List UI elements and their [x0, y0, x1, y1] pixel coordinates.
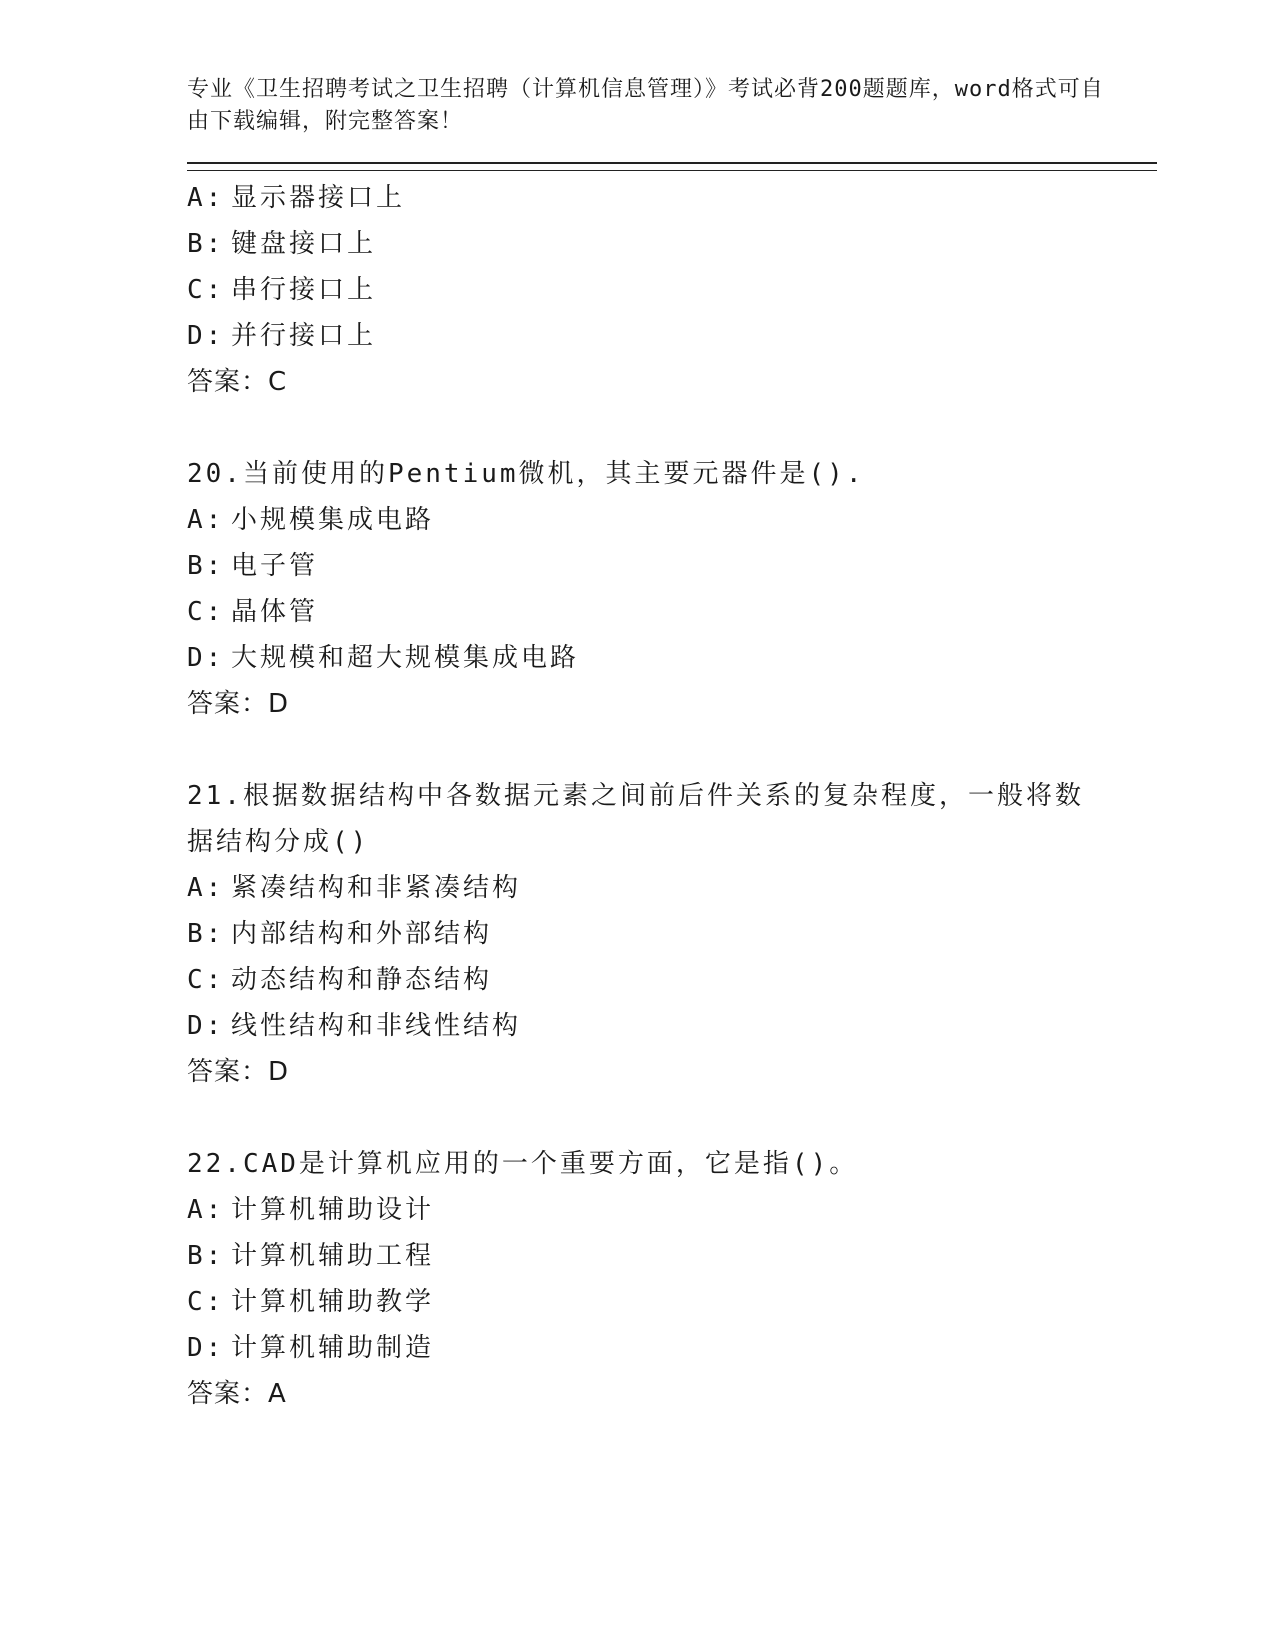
option-b: [187, 911, 1157, 957]
header-divider: [187, 162, 1157, 171]
option-label: B:: [187, 229, 225, 259]
option-d: [187, 313, 1157, 359]
option-label: C:: [187, 965, 225, 995]
option-d: [187, 1325, 1157, 1371]
option-text: 计算机辅助教学: [231, 1287, 435, 1317]
option-b: [187, 543, 1157, 589]
option-label: D:: [187, 1333, 225, 1363]
question-stem: 21.根据数据结构中各数据元素之间前后件关系的复杂程度，一般将数据结构分成(): [187, 781, 1084, 857]
option-d: [187, 635, 1157, 681]
option-b: [187, 221, 1157, 267]
question-21: [187, 773, 1157, 1095]
answer-line: 答案：A: [187, 1379, 287, 1409]
option-text: 计算机辅助制造: [231, 1333, 435, 1363]
option-label: A:: [187, 183, 225, 213]
option-c: [187, 1279, 1157, 1325]
option-label: A:: [187, 505, 225, 535]
answer-line: 答案：C: [187, 367, 288, 397]
option-label: B:: [187, 919, 225, 949]
option-label: D:: [187, 643, 225, 673]
option-label: B:: [187, 1241, 225, 1271]
option-text: 大规模和超大规模集成电路: [231, 643, 580, 673]
option-label: A:: [187, 873, 225, 903]
question-list: [187, 175, 1157, 1417]
option-text: 显示器接口上: [231, 183, 406, 213]
option-label: D:: [187, 321, 225, 351]
document-header: 专业《卫生招聘考试之卫生招聘（计算机信息管理）》考试必背200题题库，word格式可自由下载编辑，附完整答案！: [187, 77, 1104, 134]
option-text: 线性结构和非线性结构: [231, 1011, 522, 1041]
option-d: [187, 1003, 1157, 1049]
option-text: 晶体管: [231, 597, 319, 627]
option-label: B:: [187, 551, 225, 581]
option-label: A:: [187, 1195, 225, 1225]
option-a: [187, 1187, 1157, 1233]
question-stem: 20.当前使用的Pentium微机，其主要元器件是().: [187, 459, 865, 489]
option-label: C:: [187, 1287, 225, 1317]
question-22: [187, 1141, 1157, 1417]
answer-line: 答案：D: [187, 689, 290, 719]
option-text: 小规模集成电路: [231, 505, 435, 535]
option-text: 键盘接口上: [231, 229, 377, 259]
question-19-continued: [187, 175, 1157, 405]
answer-line: 答案：D: [187, 1057, 290, 1087]
option-label: C:: [187, 597, 225, 627]
option-text: 并行接口上: [231, 321, 377, 351]
option-text: 计算机辅助设计: [231, 1195, 435, 1225]
option-text: 串行接口上: [231, 275, 377, 305]
option-a: [187, 497, 1157, 543]
option-text: 电子管: [231, 551, 319, 581]
option-c: [187, 957, 1157, 1003]
option-c: [187, 267, 1157, 313]
option-c: [187, 589, 1157, 635]
option-a: [187, 175, 1157, 221]
option-a: [187, 865, 1157, 911]
document-page: [187, 74, 1157, 1463]
option-text: 动态结构和静态结构: [231, 965, 493, 995]
option-label: D:: [187, 1011, 225, 1041]
question-stem: 22.CAD是计算机应用的一个重要方面，它是指()。: [187, 1149, 859, 1179]
option-text: 计算机辅助工程: [231, 1241, 435, 1271]
option-label: C:: [187, 275, 225, 305]
question-20: [187, 451, 1157, 727]
option-text: 紧凑结构和非紧凑结构: [231, 873, 522, 903]
option-text: 内部结构和外部结构: [231, 919, 493, 949]
option-b: [187, 1233, 1157, 1279]
